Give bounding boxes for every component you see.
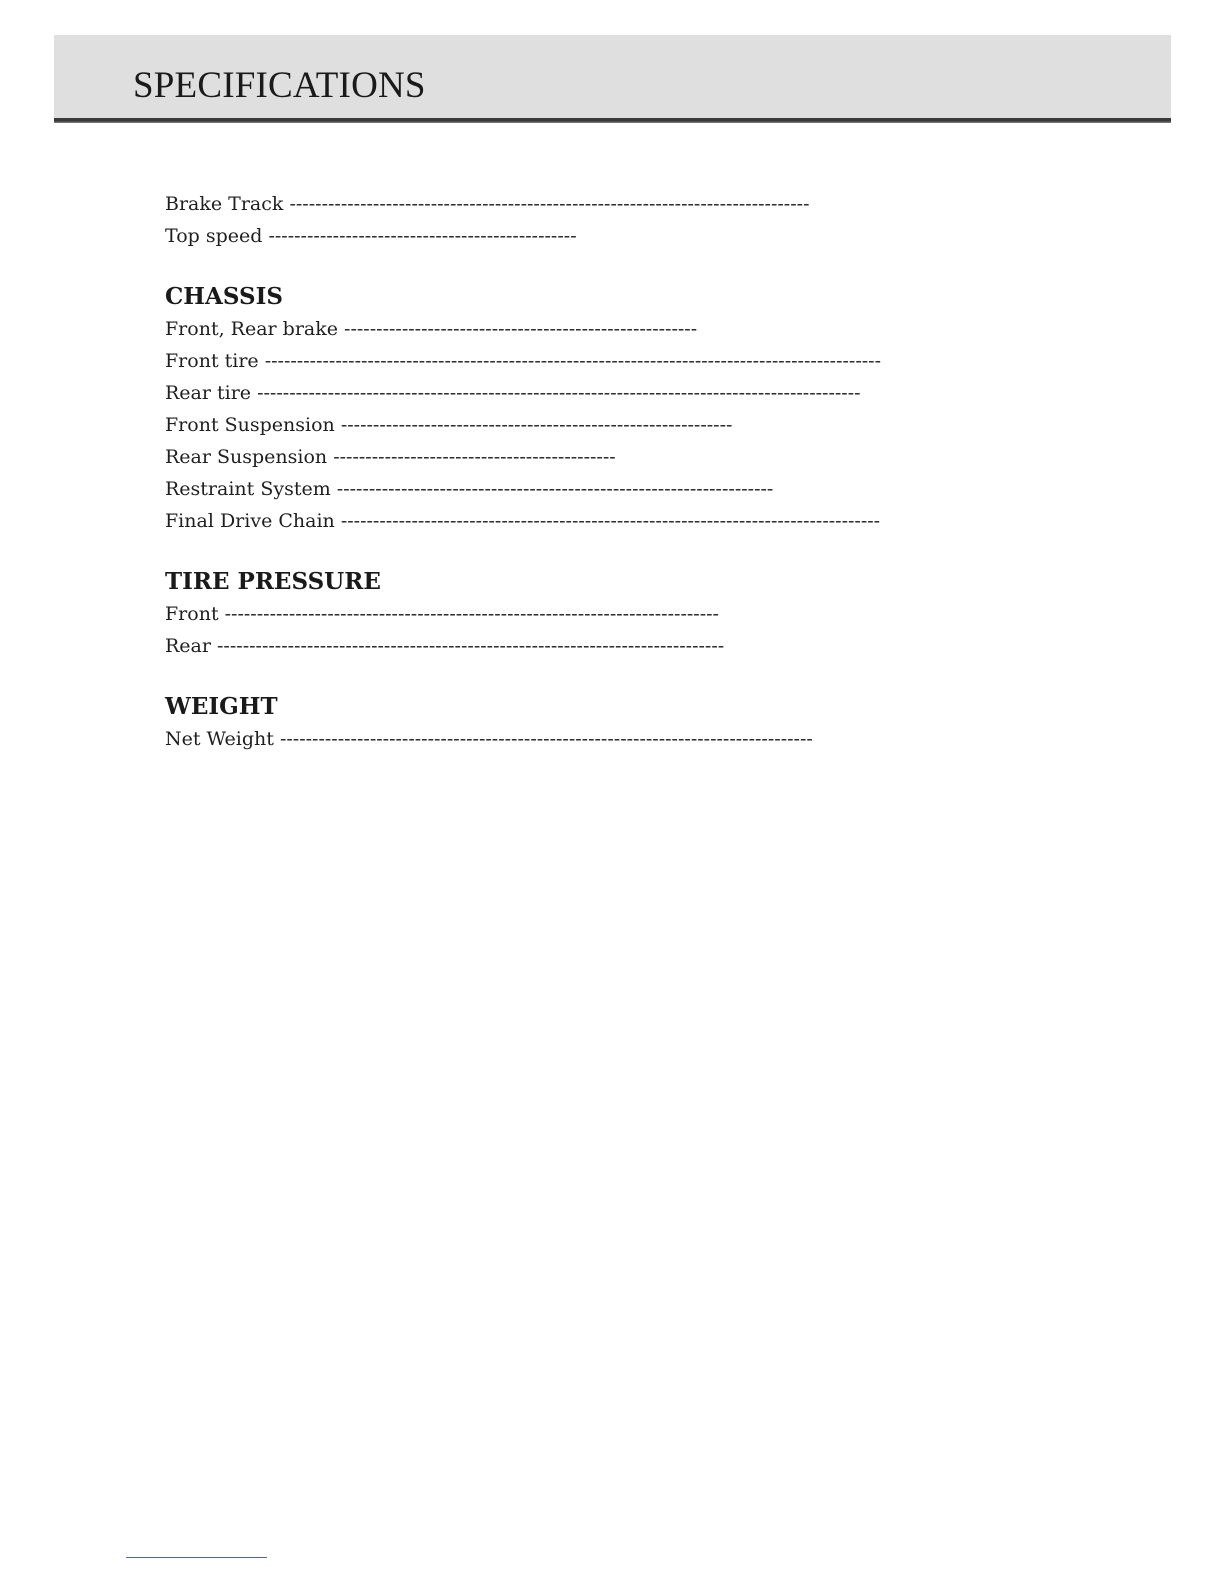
spec-leader: ------------------------------------------------------------------------------------------------: [264, 350, 882, 372]
spec-content: [165, 188, 1065, 755]
spec-label: Rear Suspension: [165, 446, 328, 468]
spec-row-front-rear-brake: [165, 313, 1065, 345]
spec-leader: ------------------------------------------------------------------------------------: [340, 510, 881, 532]
spec-label: Front tire: [165, 350, 259, 372]
section-title-chassis: CHASSIS: [165, 283, 283, 310]
spec-leader: -------------------------------------------------------------: [340, 414, 733, 436]
spec-row-rear-tire: [165, 377, 1065, 409]
section-title-weight: WEIGHT: [165, 693, 278, 720]
spec-label: Rear: [165, 635, 211, 657]
spec-label: Net Weight: [165, 728, 274, 750]
page-title: SPECIFICATIONS: [133, 65, 426, 106]
spec-leader: ---------------------------------------------------------------------------------: [289, 193, 810, 215]
spec-row-brake-track: [165, 188, 1065, 220]
spec-label: Top speed: [165, 225, 263, 247]
header-rule: [54, 118, 1171, 123]
spec-label: Brake Track: [165, 193, 284, 215]
spec-row-net-weight: [165, 723, 1065, 755]
spec-leader: ------------------------------------------------: [268, 225, 577, 247]
spec-label: Front: [165, 603, 219, 625]
spec-group-chassis: [165, 252, 1065, 537]
spec-label: Final Drive Chain: [165, 510, 335, 532]
spec-group-tire-pressure: [165, 537, 1065, 662]
spec-row-top-speed: [165, 220, 1065, 252]
spec-row-restraint-system: [165, 473, 1065, 505]
spec-leader: -----------------------------------------------------------------------------: [224, 603, 719, 625]
spec-row-front-pressure: [165, 598, 1065, 630]
spec-row-final-drive-chain: [165, 505, 1065, 537]
spec-row-rear-pressure: [165, 630, 1065, 662]
spec-label: Rear tire: [165, 382, 252, 404]
spec-leader: -------------------------------------------------------------------------------: [217, 635, 725, 657]
spec-row-rear-suspension: [165, 441, 1065, 473]
spec-leader: --------------------------------------------: [333, 446, 616, 468]
spec-leader: -------------------------------------------------------: [344, 318, 698, 340]
footer-link-underline: [126, 1557, 267, 1558]
spec-label: Restraint System: [165, 478, 331, 500]
spec-group-weight: [165, 662, 1065, 755]
spec-row-front-suspension: [165, 409, 1065, 441]
spec-row-front-tire: [165, 345, 1065, 377]
spec-group-performance: [165, 188, 1065, 252]
spec-label: Front Suspension: [165, 414, 335, 436]
section-title-tire-pressure: TIRE PRESSURE: [165, 568, 381, 595]
spec-leader: -----------------------------------------------------------------------------------: [279, 728, 813, 750]
spec-leader: ----------------------------------------------------------------------------------------------: [257, 382, 861, 404]
spec-label: Front, Rear brake: [165, 318, 338, 340]
spec-leader: --------------------------------------------------------------------: [336, 478, 774, 500]
